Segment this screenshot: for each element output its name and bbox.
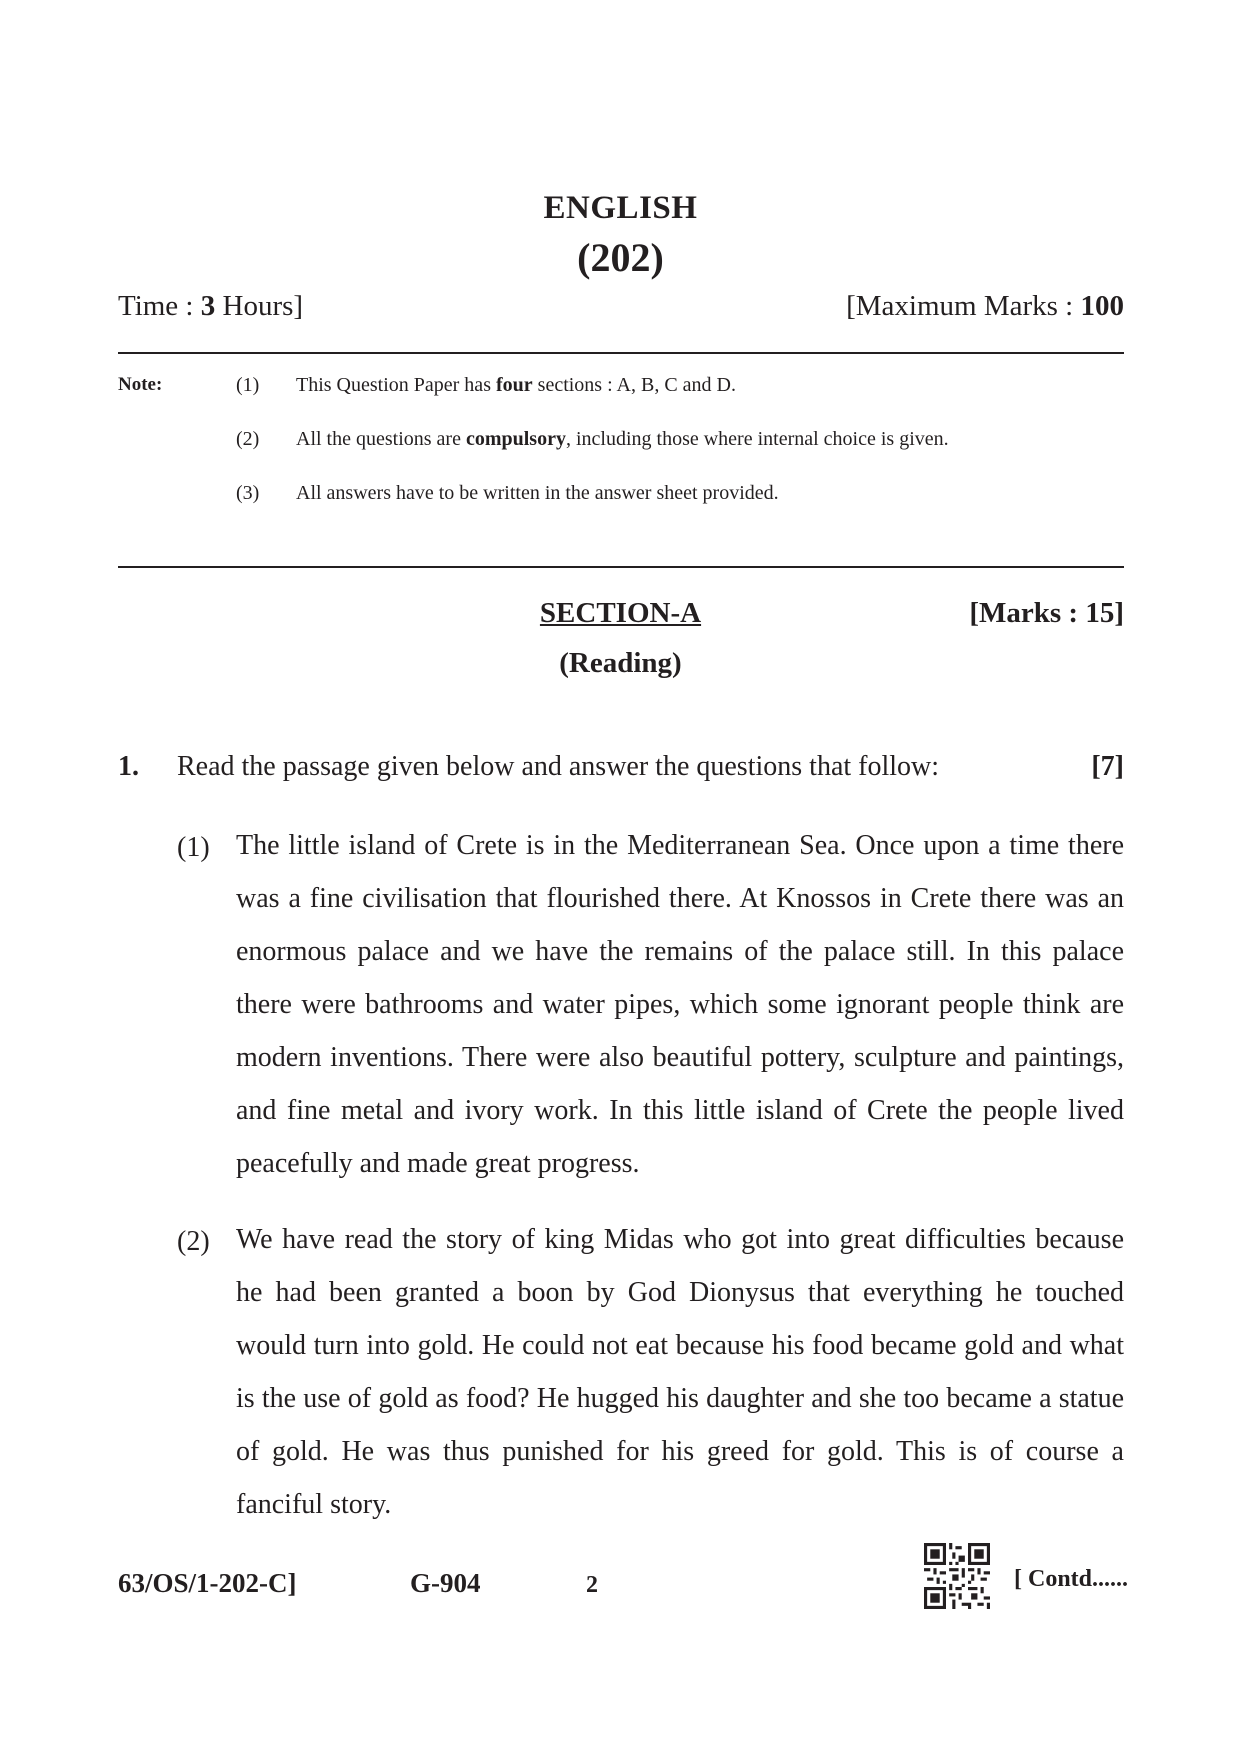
note-item-number: (1) [236, 374, 260, 396]
section-title: SECTION-A [539, 597, 702, 629]
section-subtitle: (Reading) [559, 647, 682, 679]
note-item-text: All the questions are compulsory, including those where internal choice is given. [296, 428, 949, 450]
note-item-text: All answers have to be written in the answer sheet provided. [296, 482, 779, 504]
subject-code: (202) [577, 235, 664, 280]
note-item-text: This Question Paper has four sections : A, B, C and D. [296, 374, 736, 396]
note-label: Note: [118, 374, 163, 395]
divider [118, 566, 1124, 568]
note-item-number: (2) [236, 428, 260, 450]
continued-label: [ Contd...... [1014, 1566, 1129, 1592]
page-number: 2 [586, 1572, 598, 1598]
note-item-number: (3) [236, 482, 260, 504]
paragraph-number: (2) [177, 1226, 210, 1257]
paper-code: 63/OS/1-202-C] [118, 1568, 297, 1598]
qr-code-icon [924, 1543, 990, 1609]
divider [118, 352, 1124, 354]
question-marks: [7] [1091, 751, 1124, 782]
time-allowed: Time : 3 Hours] [118, 290, 304, 322]
passage-paragraph: We have read the story of king Midas who got into great difficulties because he had been granted a boon by God Dionysus that everything he touched would turn into gold. He could not eat because his food became gold and what is the use of gold as food? He hugged his daughter and she too became a statue of gold. He was thus punished for his greed for gold. This is of course a fanciful story. [236, 1224, 1124, 1520]
section-marks: [Marks : 15] [969, 597, 1124, 629]
question-text: Read the passage given below and answer the questions that follow: [177, 751, 940, 782]
paragraph-number: (1) [177, 832, 210, 863]
paper-title: ENGLISH [543, 190, 698, 226]
passage-paragraph: The little island of Crete is in the Mediterranean Sea. Once upon a time there was a fine civilisation that flourished there. At Knossos in Crete there was an enormous palace and we have the remains of the palace still. In this palace there were bathrooms and water pipes, which some ignorant people think are modern inventions. There were also beautiful pottery, sculpture and paintings, and fine metal and ivory work. In this little island of Crete the people lived peacefully and made great progress. [236, 830, 1124, 1179]
series-code: G-904 [410, 1568, 481, 1598]
question-number: 1. [118, 751, 139, 782]
maximum-marks: [Maximum Marks : 100 [846, 290, 1124, 322]
